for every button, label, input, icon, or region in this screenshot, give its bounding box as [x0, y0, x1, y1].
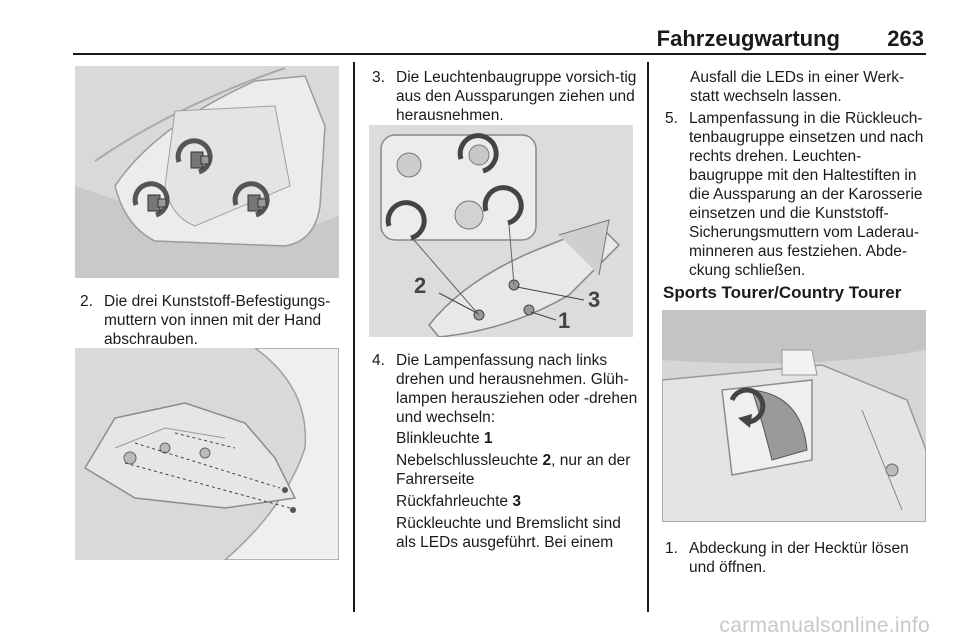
bulb-label: Nebelschlussleuchte: [396, 452, 539, 469]
figure-trim-nuts: [75, 66, 339, 278]
bulb-rueckfahrleuchte: [396, 492, 641, 511]
bulb-label: Rückfahrleuchte: [396, 493, 509, 510]
bulb-blinkleuchte: [396, 429, 641, 448]
bulb-ref: 2: [542, 452, 552, 469]
label-3: 3: [588, 287, 601, 312]
bulb-nebelschlussleuchte: [396, 451, 641, 489]
figure-tailgate-cover: [662, 310, 926, 522]
step-1-text: Abdeckung in der Hecktür lösen und öffnen.: [689, 540, 909, 576]
step-3-number: 3.: [372, 69, 385, 86]
watermark: carmanualsonline.info: [719, 614, 930, 637]
step-5-item: [665, 109, 928, 280]
column-divider-left: [353, 62, 355, 612]
step-4-text: Die Lampenfassung nach links drehen und herausnehmen. Glüh-lampen herausziehen oder -drehen und wechseln:: [396, 352, 638, 426]
step-1-number: 1.: [665, 540, 678, 557]
bulb-suffix: , nur an der Fahrerseite: [396, 452, 631, 488]
step-4-number: 4.: [372, 352, 385, 369]
bulb-ref: 1: [483, 430, 493, 447]
header-divider: [73, 53, 926, 55]
page-header-title: Fahrzeugwartung: [656, 26, 840, 51]
step-1-item: [665, 539, 928, 577]
step-5-text: Lampenfassung in die Rückleuch-tenbaugruppe einsetzen und nach rechts drehen. Leuchten-baugruppe mit den Haltestiften in die Aussparung an der Karosserie einsetzen und die Kunststoff-Sicherungsmuttern vom Laderau-minneren aus festziehen. Abde-ckung schließen.: [689, 110, 924, 279]
page-number: 263: [887, 26, 924, 51]
section-heading: Sports Tourer/Country Tourer: [663, 283, 902, 302]
step-2-number: 2.: [80, 293, 93, 310]
step-4-item: [372, 351, 638, 427]
step-3-item: [372, 68, 638, 125]
step-5-number: 5.: [665, 110, 678, 127]
led-note: Rückleuchte und Bremslicht sind als LEDs ausgeführt. Bei einem: [396, 515, 621, 551]
figure-lamp-removal: [75, 348, 339, 560]
step-2-text: Die drei Kunststoff-Befestigungs-muttern von innen mit der Hand abschrauben.: [104, 293, 331, 348]
figure-bulb-positions: [369, 125, 633, 337]
step-2-item: [80, 292, 348, 349]
bulb-label: Blinkleuchte: [396, 430, 480, 447]
label-2: 2: [414, 273, 427, 298]
column-divider-right: [647, 62, 649, 612]
step-3-text: Die Leuchtenbaugruppe vorsich-tig aus den Aussparungen ziehen und herausnehmen.: [396, 69, 637, 124]
label-1: 1: [558, 308, 571, 333]
bulb-ref: 3: [512, 493, 521, 510]
led-note-continued: Ausfall die LEDs in einer Werk-statt wechseln lassen.: [690, 69, 905, 105]
